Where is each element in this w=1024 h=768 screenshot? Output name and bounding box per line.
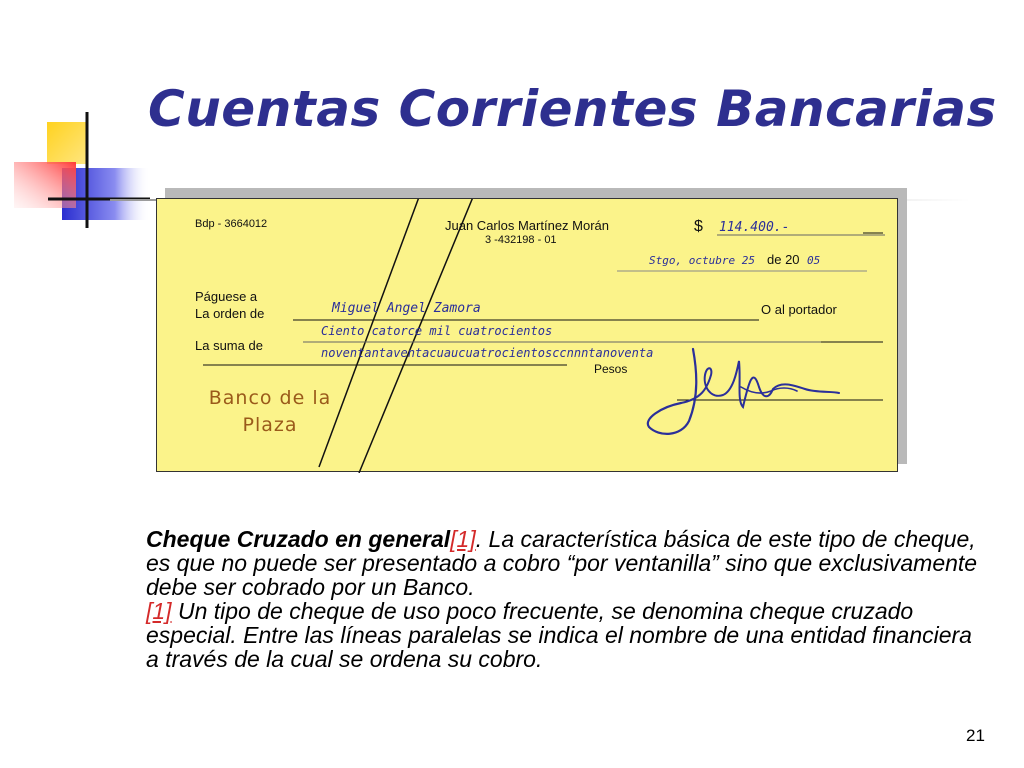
- amount-in-words-2: noventantaventacuaucuatrocientosccnnntanoventa: [321, 346, 654, 360]
- footnote-ref-link-1[interactable]: [1]: [450, 526, 476, 552]
- bank-name-line-1: Banco de la: [208, 387, 332, 409]
- payee-name: Miguel Angel Zamora: [332, 301, 481, 316]
- cheque-amount: 114.400.-: [719, 220, 790, 235]
- page-title: Cuentas Corrientes Bancarias: [148, 80, 997, 138]
- bank-name-line-2: Plaza: [242, 414, 298, 436]
- cheque-illustration: [156, 198, 898, 472]
- body-paragraph: [146, 527, 986, 671]
- place-date: Stgo, octubre 25: [649, 254, 755, 267]
- sum-label: La suma de: [195, 338, 263, 353]
- decorative-squares: [0, 0, 160, 240]
- pay-to-label-2: La orden de: [195, 306, 265, 321]
- currency-symbol: $: [694, 218, 703, 235]
- year-prefix: de 20: [767, 252, 800, 267]
- pay-to-label-1: Páguese a: [195, 289, 258, 304]
- amount-in-words-1: Ciento catorce mil cuatrocientos: [321, 324, 553, 338]
- signature: [641, 341, 851, 441]
- pesos-label: Pesos: [594, 362, 628, 376]
- body-sentence: . La característica básica de este tipo de cheque, es que no puede ser presentado a cobro “por ventanilla” sino que exclusivamente debe ser cobrado por un Banco.: [146, 526, 978, 600]
- year-suffix: 05: [807, 254, 821, 267]
- footnote-ref-link-2[interactable]: [1]: [146, 598, 172, 624]
- page-number: 21: [966, 726, 985, 745]
- cheque-serial: Bdp - 3664012: [195, 218, 268, 230]
- footnote-text: Un tipo de cheque de uso poco frecuente, se denomina cheque cruzado especial. Entre las líneas paralelas se indica el nombre de una entidad financiera a través de la cual se ordena su cobro.: [146, 598, 972, 672]
- bank-name: [205, 385, 335, 439]
- bearer-label: O al portador: [761, 302, 837, 317]
- account-number: 3 -432198 - 01: [485, 234, 557, 246]
- account-holder: Juan Carlos Martínez Morán: [445, 218, 610, 233]
- body-lead: Cheque Cruzado en general: [146, 526, 451, 552]
